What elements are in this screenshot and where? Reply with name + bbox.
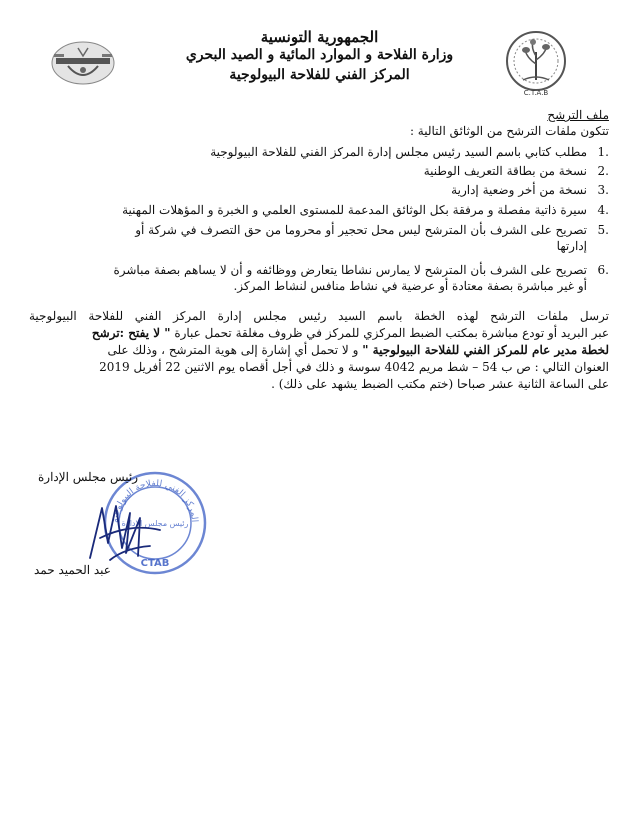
submission-line: ترسل ملفات الترشح لهذه الخطة باسم السيد رئيس مجلس إدارة المركز الفني للفلاحة البيولوجية (29, 309, 609, 323)
list-item (49, 144, 609, 160)
list-item-text: سيرة ذاتية مفصلة و مرفقة بكل الوثائق المدعمة للمستوى العلمي و الخبرة و المؤهلات المهنية (122, 203, 587, 217)
list-item (49, 262, 609, 294)
submission-text: عبر البريد أو تودع مباشرة بمكتب الضبط المركزي للمركز في ظروف مغلقة تحمل عبارة (170, 326, 609, 340)
list-item-text: إدارتها (556, 239, 587, 253)
ctab-logo-caption: C.T.A.B (523, 89, 549, 97)
ctab-logo-icon (505, 28, 567, 98)
stamp-inner-text: رئيس مجلس الإدارة (121, 519, 189, 528)
stamp-label: CTAB (140, 558, 170, 569)
submission-line: العنوان التالي : ص ب 54 – شط مريم 4042 سوسة و ذلك في أجل أقصاه يوم الاثنين 22 أفريل 2019 (99, 360, 609, 374)
list-item-text: نسخة من أخر وضعية إدارية (451, 183, 587, 197)
submission-line (29, 325, 609, 342)
list-number: 2. (597, 164, 609, 178)
signatory-title: رئيس مجلس الإدارة (38, 470, 139, 484)
list-item (49, 163, 609, 179)
submission-emphasis: لخطة مدير عام للمركز الفني للفلاحة البيولوجية " (362, 343, 609, 357)
handwritten-signature (80, 498, 170, 568)
submission-line (29, 342, 609, 359)
documents-list (49, 144, 609, 294)
signatory-name: عبد الحميد حمد (34, 563, 111, 577)
submission-emphasis: " لا يفتح :ترشح (91, 326, 171, 340)
list-number: 4. (597, 203, 609, 217)
list-number: 6. (597, 263, 609, 277)
intro-text: تتكون ملفات الترشح من الوثائق التالية : (409, 124, 609, 138)
list-item-text: تصريح على الشرف بأن المترشح لا يمارس نشاطا يتعارض ووظائفه و أن لا يساهم بصفة مباشرة (113, 263, 587, 277)
list-number: 3. (597, 183, 609, 197)
list-item-text: أو غير مباشرة بصفة معتادة أو عرضية في نشاط منافس لنشاط المركز. (233, 279, 587, 293)
stamp-ring-text: المركز الفني للفلاحة البيولوجية (110, 478, 200, 524)
submission-text: و لا تحمل أي إشارة إلى هوية المترشح ، وذلك على (107, 343, 363, 357)
file-title: ملف الترشح (547, 108, 609, 122)
list-number: 1. (597, 145, 609, 159)
list-item-text: مطلب كتابي باسم السيد رئيس مجلس إدارة المركز الفني للفلاحة البيولوجية (210, 145, 587, 159)
list-item-text: نسخة من بطاقة التعريف الوطنية (423, 164, 587, 178)
header-ministry: وزارة الفلاحة و الموارد المائية و الصيد البحري (185, 47, 454, 63)
ministry-emblem-icon (50, 40, 116, 86)
list-number: 5. (597, 223, 609, 237)
header-center: المركز الفني للفلاحة البيولوجية (229, 67, 410, 83)
list-item (49, 182, 609, 198)
header-country: الجمهورية التونسية (260, 28, 379, 46)
list-item (49, 222, 609, 254)
list-item-text: تصريح على الشرف بأن المترشح ليس محل تحجير أو محروما من حق التصرف في شركة أو (135, 223, 587, 237)
submission-line: على الساعة الثانية عشر صباحا (ختم مكتب الضبط يشهد على ذلك) . (271, 377, 609, 391)
list-item (49, 202, 609, 218)
submission-paragraph (29, 308, 609, 393)
